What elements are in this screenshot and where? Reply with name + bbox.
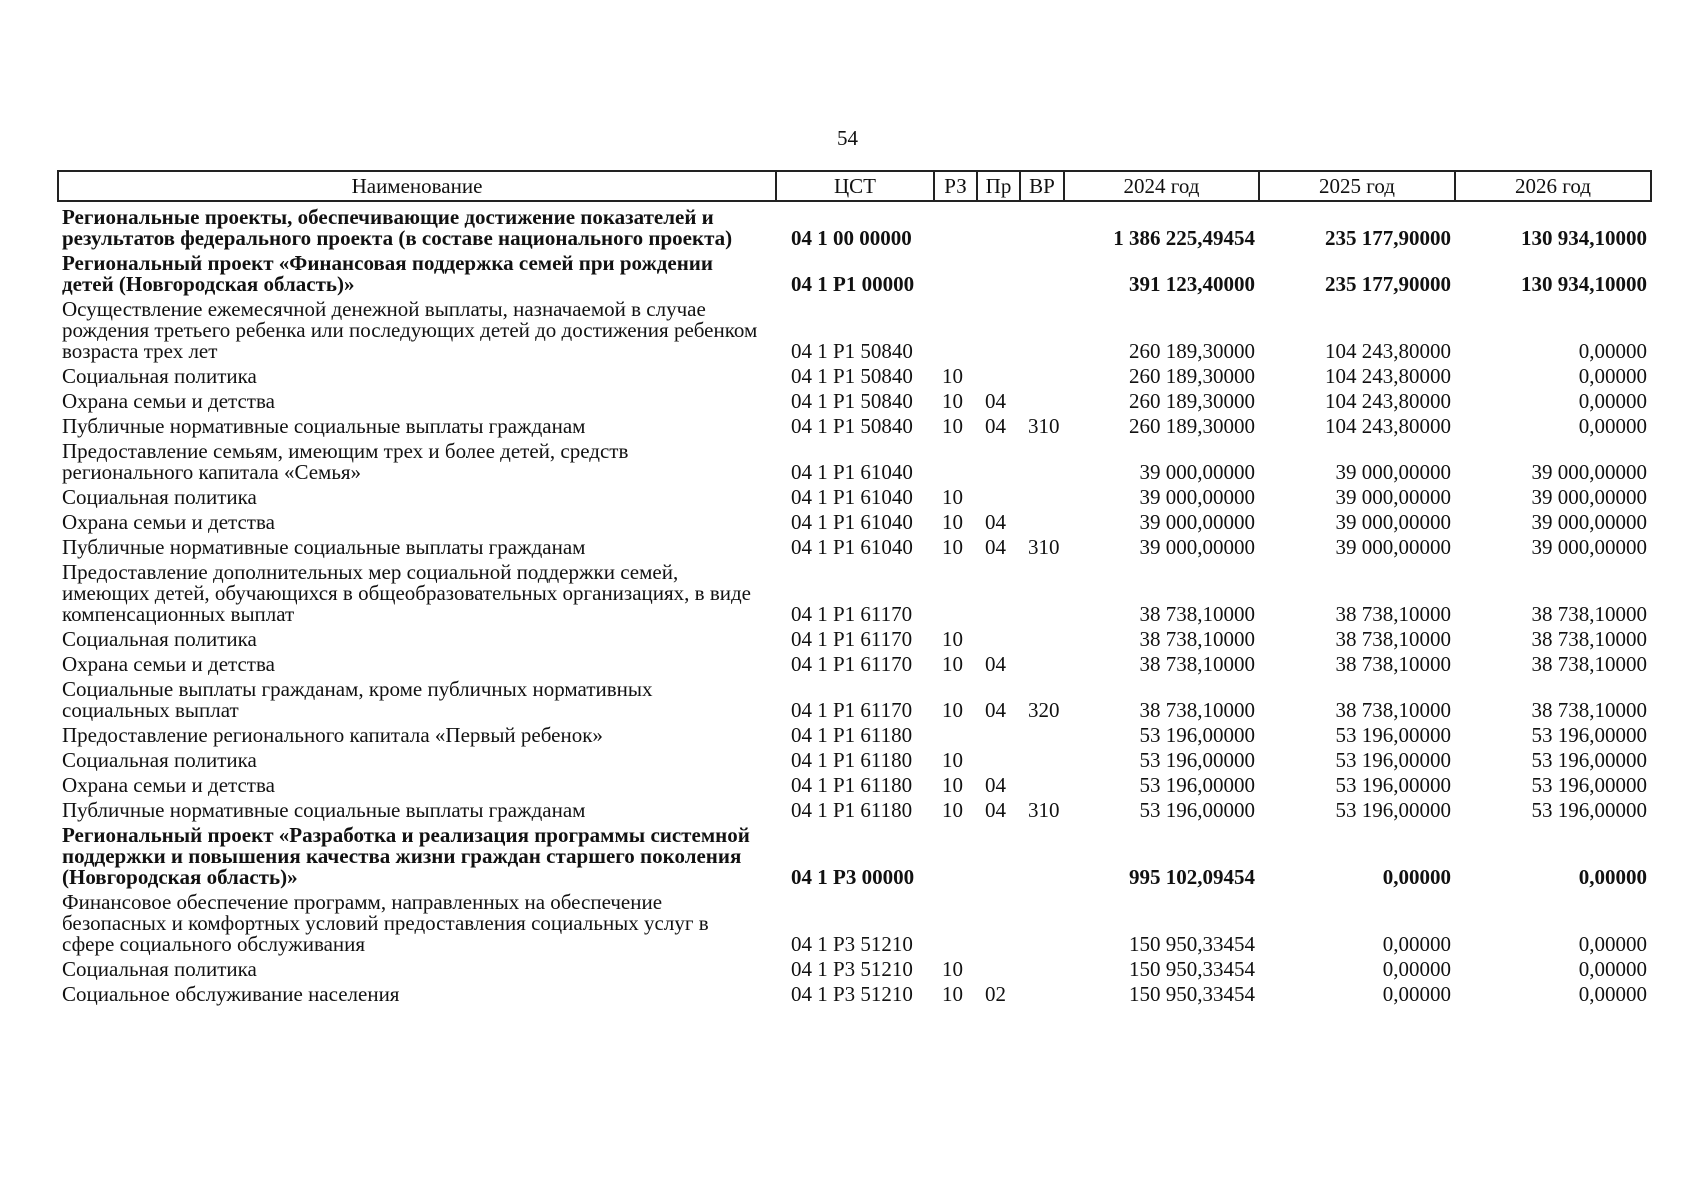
table-row [58, 956, 1651, 981]
name-cell: Социальные выплаты гражданам, кроме публичных нормативных социальных выплат [62, 677, 653, 722]
amount-2025-cell: 0,00000 [1382, 982, 1451, 1006]
name-cell: Охрана семьи и детства [62, 773, 275, 797]
amount-2024-cell: 150 950,33454 [1129, 932, 1255, 956]
table-header-row [58, 171, 1651, 201]
pr-cell: 02 [985, 982, 1006, 1006]
rz-cell: 10 [942, 748, 963, 772]
amount-2026-cell: 38 738,10000 [1531, 627, 1647, 651]
rz-cell: 10 [942, 773, 963, 797]
pr-cell [977, 484, 1020, 509]
pr-cell [977, 250, 1020, 296]
amount-2026-cell: 0,00000 [1578, 957, 1647, 981]
vr-cell [1020, 388, 1064, 413]
amount-2026-cell: 0,00000 [1578, 865, 1647, 889]
vr-cell [1020, 626, 1064, 651]
amount-2026-cell: 130 934,10000 [1521, 226, 1647, 250]
amount-2026-cell: 53 196,00000 [1531, 798, 1647, 822]
cst-cell: 04 1 P1 61170 [791, 627, 913, 651]
cst-cell: 04 1 P1 50840 [791, 389, 913, 413]
table-row [58, 559, 1651, 626]
amount-2025-cell: 38 738,10000 [1335, 698, 1451, 722]
name-cell: Охрана семьи и детства [62, 652, 275, 676]
amount-2026-cell: 53 196,00000 [1531, 723, 1647, 747]
rz-cell [934, 559, 977, 626]
pr-cell [977, 889, 1020, 956]
amount-2024-cell: 39 000,00000 [1139, 460, 1255, 484]
name-cell: Региональный проект «Финансовая поддержка семей при рождении детей (Новгородская область)» [62, 251, 713, 296]
pr-cell [977, 559, 1020, 626]
rz-cell: 10 [942, 389, 963, 413]
rz-cell [934, 438, 977, 484]
cst-cell: 04 1 P1 50840 [791, 414, 913, 438]
amount-2024-cell: 38 738,10000 [1139, 698, 1255, 722]
vr-cell [1020, 889, 1064, 956]
vr-cell [1020, 651, 1064, 676]
budget-table [57, 170, 1652, 1006]
amount-2026-cell: 38 738,10000 [1531, 652, 1647, 676]
amount-2025-cell: 39 000,00000 [1335, 510, 1451, 534]
cst-cell: 04 1 P1 61180 [791, 773, 913, 797]
pr-cell [977, 956, 1020, 981]
rz-cell: 10 [942, 414, 963, 438]
amount-2026-cell: 39 000,00000 [1531, 510, 1647, 534]
pr-cell [977, 201, 1020, 250]
header-name: Наименование [58, 171, 776, 201]
amount-2024-cell: 53 196,00000 [1139, 798, 1255, 822]
table-row [58, 484, 1651, 509]
vr-cell: 310 [1028, 414, 1060, 438]
name-cell: Социальная политика [62, 485, 257, 509]
cst-cell: 04 1 P3 00000 [791, 865, 915, 889]
table-row [58, 981, 1651, 1006]
amount-2025-cell: 39 000,00000 [1335, 535, 1451, 559]
table-row [58, 889, 1651, 956]
cst-cell: 04 1 P1 61040 [791, 535, 913, 559]
amount-2025-cell: 235 177,90000 [1325, 272, 1451, 296]
header-2025: 2025 год [1259, 171, 1455, 201]
amount-2024-cell: 150 950,33454 [1129, 957, 1255, 981]
pr-cell: 04 [985, 389, 1006, 413]
cst-cell: 04 1 P1 50840 [791, 339, 913, 363]
amount-2026-cell: 39 000,00000 [1531, 460, 1647, 484]
name-cell: Социальная политика [62, 364, 257, 388]
pr-cell [977, 438, 1020, 484]
table-body [58, 201, 1651, 1006]
rz-cell [934, 822, 977, 889]
table-row [58, 626, 1651, 651]
rz-cell: 10 [942, 510, 963, 534]
cst-cell: 04 1 P1 50840 [791, 364, 913, 388]
table-row [58, 388, 1651, 413]
amount-2025-cell: 53 196,00000 [1335, 798, 1451, 822]
cst-cell: 04 1 P1 61180 [791, 723, 913, 747]
rz-cell [934, 722, 977, 747]
name-cell: Социальная политика [62, 957, 257, 981]
cst-cell: 04 1 P1 61180 [791, 748, 913, 772]
vr-cell [1020, 201, 1064, 250]
name-cell: Социальная политика [62, 748, 257, 772]
cst-cell: 04 1 P3 51210 [791, 932, 913, 956]
amount-2026-cell: 38 738,10000 [1531, 698, 1647, 722]
header-pr: Пр [977, 171, 1020, 201]
amount-2026-cell: 0,00000 [1578, 982, 1647, 1006]
name-cell: Финансовое обеспечение программ, направленных на обеспечение безопасных и комфортных условий предоставления социальных услуг в сфере социального обслуживания [62, 890, 709, 956]
amount-2026-cell: 39 000,00000 [1531, 485, 1647, 509]
header-2024: 2024 год [1064, 171, 1259, 201]
name-cell: Социальная политика [62, 627, 257, 651]
pr-cell [977, 363, 1020, 388]
amount-2024-cell: 53 196,00000 [1139, 748, 1255, 772]
table-row [58, 722, 1651, 747]
amount-2025-cell: 38 738,10000 [1335, 652, 1451, 676]
vr-cell [1020, 822, 1064, 889]
amount-2024-cell: 38 738,10000 [1139, 602, 1255, 626]
cst-cell: 04 1 00 00000 [791, 226, 912, 250]
amount-2024-cell: 260 189,30000 [1129, 364, 1255, 388]
vr-cell [1020, 250, 1064, 296]
table-row [58, 676, 1651, 722]
amount-2025-cell: 235 177,90000 [1325, 226, 1451, 250]
vr-cell [1020, 509, 1064, 534]
vr-cell [1020, 747, 1064, 772]
amount-2025-cell: 53 196,00000 [1335, 748, 1451, 772]
rz-cell: 10 [942, 485, 963, 509]
amount-2024-cell: 39 000,00000 [1139, 510, 1255, 534]
amount-2024-cell: 38 738,10000 [1139, 652, 1255, 676]
cst-cell: 04 1 P1 61040 [791, 460, 913, 484]
amount-2025-cell: 104 243,80000 [1325, 364, 1451, 388]
pr-cell: 04 [985, 652, 1006, 676]
amount-2024-cell: 391 123,40000 [1129, 272, 1255, 296]
rz-cell: 10 [942, 982, 963, 1006]
table-row [58, 651, 1651, 676]
pr-cell: 04 [985, 535, 1006, 559]
amount-2025-cell: 0,00000 [1382, 957, 1451, 981]
amount-2025-cell: 39 000,00000 [1335, 485, 1451, 509]
vr-cell [1020, 956, 1064, 981]
amount-2026-cell: 38 738,10000 [1531, 602, 1647, 626]
amount-2025-cell: 53 196,00000 [1335, 773, 1451, 797]
table-row [58, 296, 1651, 363]
amount-2024-cell: 38 738,10000 [1139, 627, 1255, 651]
name-cell: Публичные нормативные социальные выплаты гражданам [62, 535, 586, 559]
table-row [58, 250, 1651, 296]
cst-cell: 04 1 P1 61180 [791, 798, 913, 822]
name-cell: Публичные нормативные социальные выплаты гражданам [62, 414, 586, 438]
name-cell: Охрана семьи и детства [62, 510, 275, 534]
cst-cell: 04 1 P1 61170 [791, 602, 913, 626]
name-cell: Предоставление дополнительных мер социальной поддержки семей, имеющих детей, обучающихся в общеобразовательных организациях, в виде компенсационных выплат [62, 560, 752, 626]
pr-cell [977, 296, 1020, 363]
amount-2026-cell: 0,00000 [1578, 339, 1647, 363]
pr-cell: 04 [985, 798, 1006, 822]
table-row [58, 822, 1651, 889]
name-cell: Региональные проекты, обеспечивающие достижение показателей и результатов федерального проекта (в составе национального проекта) [62, 205, 733, 250]
table-row [58, 534, 1651, 559]
cst-cell: 04 1 P1 61040 [791, 510, 913, 534]
pr-cell: 04 [985, 510, 1006, 534]
amount-2024-cell: 150 950,33454 [1129, 982, 1255, 1006]
table-row [58, 509, 1651, 534]
vr-cell [1020, 296, 1064, 363]
cst-cell: 04 1 P3 51210 [791, 982, 913, 1006]
amount-2026-cell: 0,00000 [1578, 364, 1647, 388]
amount-2024-cell: 260 189,30000 [1129, 414, 1255, 438]
rz-cell [934, 889, 977, 956]
header-cst: ЦСТ [776, 171, 934, 201]
vr-cell [1020, 772, 1064, 797]
rz-cell: 10 [942, 364, 963, 388]
rz-cell: 10 [942, 698, 963, 722]
vr-cell [1020, 559, 1064, 626]
table-row [58, 201, 1651, 250]
rz-cell [934, 201, 977, 250]
rz-cell: 10 [942, 535, 963, 559]
amount-2024-cell: 1 386 225,49454 [1113, 226, 1255, 250]
amount-2026-cell: 130 934,10000 [1521, 272, 1647, 296]
pr-cell: 04 [985, 698, 1006, 722]
rz-cell: 10 [942, 652, 963, 676]
pr-cell [977, 747, 1020, 772]
header-vr: ВР [1020, 171, 1064, 201]
amount-2024-cell: 260 189,30000 [1129, 389, 1255, 413]
amount-2025-cell: 104 243,80000 [1325, 414, 1451, 438]
header-rz: РЗ [934, 171, 977, 201]
table-row [58, 363, 1651, 388]
amount-2025-cell: 38 738,10000 [1335, 627, 1451, 651]
name-cell: Осуществление ежемесячной денежной выплаты, назначаемой в случае рождения третьего ребенка или последующих детей до достижения ребенком возраста трех лет [62, 297, 758, 363]
amount-2024-cell: 39 000,00000 [1139, 535, 1255, 559]
amount-2026-cell: 0,00000 [1578, 414, 1647, 438]
rz-cell [934, 250, 977, 296]
amount-2026-cell: 39 000,00000 [1531, 535, 1647, 559]
vr-cell: 320 [1028, 698, 1060, 722]
table-row [58, 747, 1651, 772]
amount-2025-cell: 0,00000 [1382, 932, 1451, 956]
amount-2025-cell: 104 243,80000 [1325, 339, 1451, 363]
amount-2026-cell: 0,00000 [1578, 932, 1647, 956]
table-row [58, 772, 1651, 797]
name-cell: Социальное обслуживание населения [62, 982, 400, 1006]
amount-2024-cell: 39 000,00000 [1139, 485, 1255, 509]
amount-2025-cell: 53 196,00000 [1335, 723, 1451, 747]
cst-cell: 04 1 P1 61170 [791, 652, 913, 676]
vr-cell: 310 [1028, 535, 1060, 559]
rz-cell: 10 [942, 627, 963, 651]
amount-2025-cell: 39 000,00000 [1335, 460, 1451, 484]
name-cell: Предоставление регионального капитала «Первый ребенок» [62, 723, 603, 747]
vr-cell [1020, 981, 1064, 1006]
rz-cell: 10 [942, 957, 963, 981]
page-number: 54 [837, 126, 858, 150]
name-cell: Предоставление семьям, имеющим трех и более детей, средств регионального капитала «Семья» [62, 439, 629, 484]
table-row [58, 413, 1651, 438]
table-row [58, 797, 1651, 822]
amount-2024-cell: 53 196,00000 [1139, 773, 1255, 797]
vr-cell [1020, 484, 1064, 509]
amount-2025-cell: 0,00000 [1382, 865, 1451, 889]
name-cell: Публичные нормативные социальные выплаты гражданам [62, 798, 586, 822]
amount-2025-cell: 104 243,80000 [1325, 389, 1451, 413]
amount-2026-cell: 0,00000 [1578, 389, 1647, 413]
cst-cell: 04 1 P1 61170 [791, 698, 913, 722]
cst-cell: 04 1 P1 61040 [791, 485, 913, 509]
pr-cell: 04 [985, 773, 1006, 797]
amount-2025-cell: 38 738,10000 [1335, 602, 1451, 626]
cst-cell: 04 1 P3 51210 [791, 957, 913, 981]
pr-cell [977, 822, 1020, 889]
vr-cell [1020, 438, 1064, 484]
amount-2024-cell: 995 102,09454 [1129, 865, 1255, 889]
header-2026: 2026 год [1455, 171, 1651, 201]
table-row [58, 438, 1651, 484]
name-cell: Охрана семьи и детства [62, 389, 275, 413]
pr-cell [977, 722, 1020, 747]
pr-cell [977, 626, 1020, 651]
rz-cell: 10 [942, 798, 963, 822]
name-cell: Региональный проект «Разработка и реализация программы системной поддержки и повышения качества жизни граждан старшего поколения (Новгородская область)» [62, 823, 750, 889]
vr-cell [1020, 722, 1064, 747]
cst-cell: 04 1 P1 00000 [791, 272, 915, 296]
vr-cell [1020, 363, 1064, 388]
amount-2026-cell: 53 196,00000 [1531, 748, 1647, 772]
amount-2026-cell: 53 196,00000 [1531, 773, 1647, 797]
amount-2024-cell: 53 196,00000 [1139, 723, 1255, 747]
rz-cell [934, 296, 977, 363]
amount-2024-cell: 260 189,30000 [1129, 339, 1255, 363]
pr-cell: 04 [985, 414, 1006, 438]
vr-cell: 310 [1028, 798, 1060, 822]
